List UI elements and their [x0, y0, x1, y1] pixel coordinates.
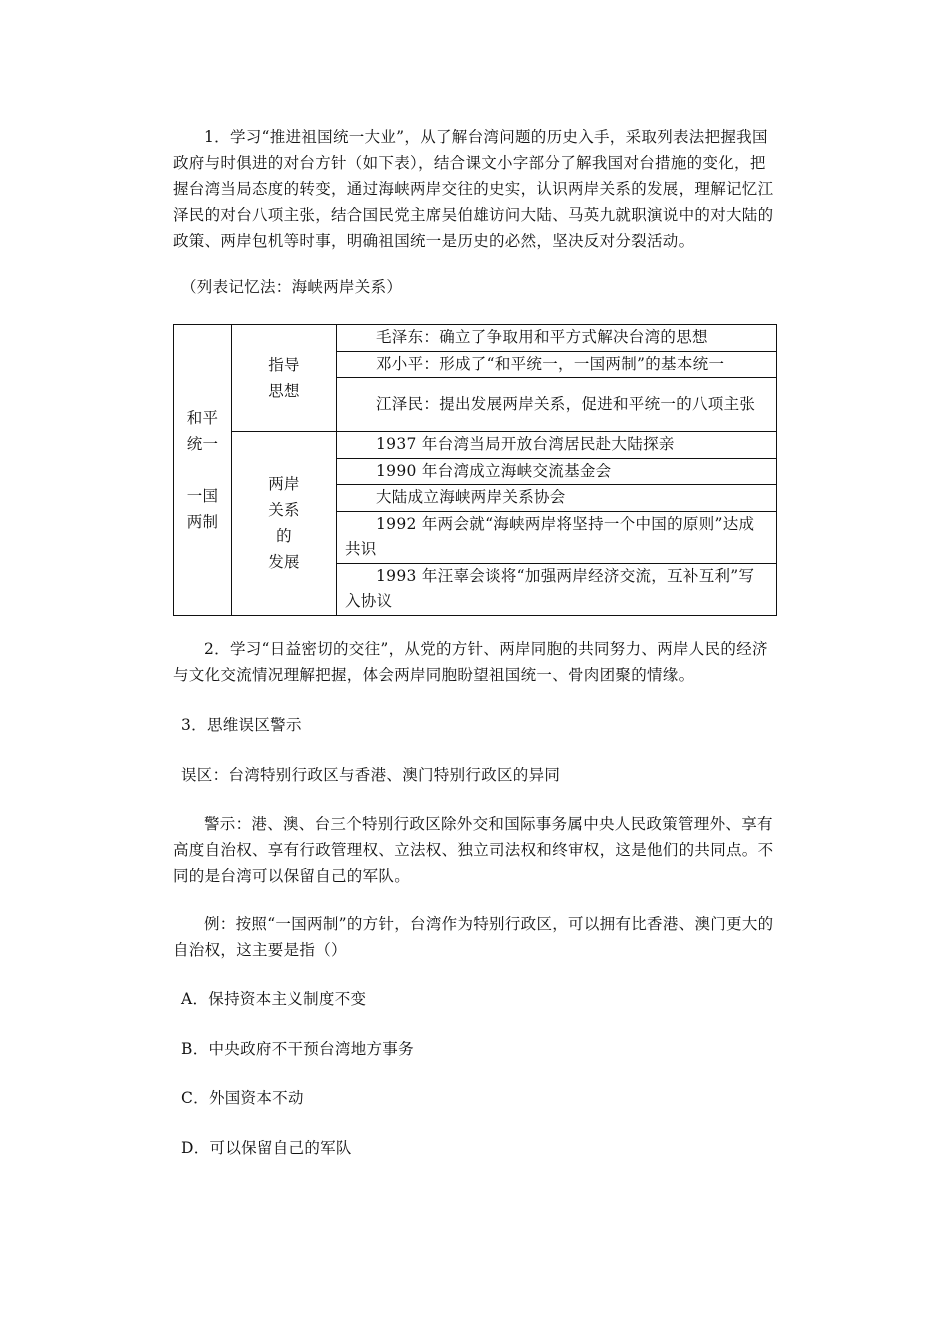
- option-b: B．中央政府不干预台湾地方事务: [181, 1040, 414, 1058]
- option-a: A．保持资本主义制度不变: [181, 990, 367, 1008]
- table-cell: 1993 年汪辜会谈将“加强两岸经济交流，互补互利”写入协议: [337, 563, 777, 615]
- table-cell: 江泽民：提出发展两岸关系，促进和平统一的八项主张: [337, 378, 777, 432]
- table-caption: （列表记忆法：海峡两岸关系）: [181, 278, 403, 296]
- section-heading-3: 3．思维误区警示: [181, 716, 302, 734]
- paragraph-2: 2．学习“日益密切的交往”，从党的方针、两岸同胞的共同努力、两岸人民的经济与文化交流情况理解把握，体会两岸同胞盼望祖国统一、骨肉团聚的情缘。: [173, 640, 768, 684]
- table-cell: 邓小平：形成了“和平统一，一国两制”的基本统一: [337, 351, 777, 378]
- table-cell: 1990 年台湾成立海峡交流基金会: [337, 458, 777, 485]
- main-category-cell: 和平 统一 一国 两制: [174, 325, 232, 616]
- table-cell: 1937 年台湾当局开放台湾居民赴大陆探亲: [337, 432, 777, 459]
- table-cell: 毛泽东：确立了争取用和平方式解决台湾的思想: [337, 325, 777, 352]
- table-cell: 大陆成立海峡两岸关系协会: [337, 485, 777, 512]
- misconception-text: 误区：台湾特别行政区与香港、澳门特别行政区的异同: [181, 766, 561, 784]
- paragraph-1: 1．学习“推进祖国统一大业”，从了解台湾问题的历史入手，采取列表法把握我国政府与时俱进的对台方针（如下表），结合课文小字部分了解我国对台措施的变化，把握台湾当局态度的转变，通过海峡两岸交往的史实，认识两岸关系的发展，理解记忆江泽民的对台八项主张，结合国民党主席吴伯雄访问大陆、马英九就职演说中的对大陆的政策、两岸包机等时事，明确祖国统一是历史的必然，坚决反对分裂活动。: [173, 128, 774, 250]
- cross-strait-relations-table: [173, 324, 777, 616]
- option-d: D．可以保留自己的军队: [181, 1139, 352, 1157]
- warning-paragraph: 警示：港、澳、台三个特别行政区除外交和国际事务属中央人民政策管理外、享有高度自治权、享有行政管理权、立法权、独立司法权和终审权，这是他们的共同点。不同的是台湾可以保留自己的军队。: [173, 815, 774, 885]
- example-question: 例：按照“一国两制”的方针，台湾作为特别行政区，可以拥有比香港、澳门更大的自治权，这主要是指（）: [173, 915, 774, 959]
- table-cell: 1992 年两会就“海峡两岸将坚持一个中国的原则”达成共识: [337, 511, 777, 563]
- option-c: C．外国资本不动: [181, 1089, 304, 1107]
- relations-development-label: 两岸 关系 的 发展: [232, 432, 337, 616]
- guiding-thought-label: 指导 思想: [232, 325, 337, 432]
